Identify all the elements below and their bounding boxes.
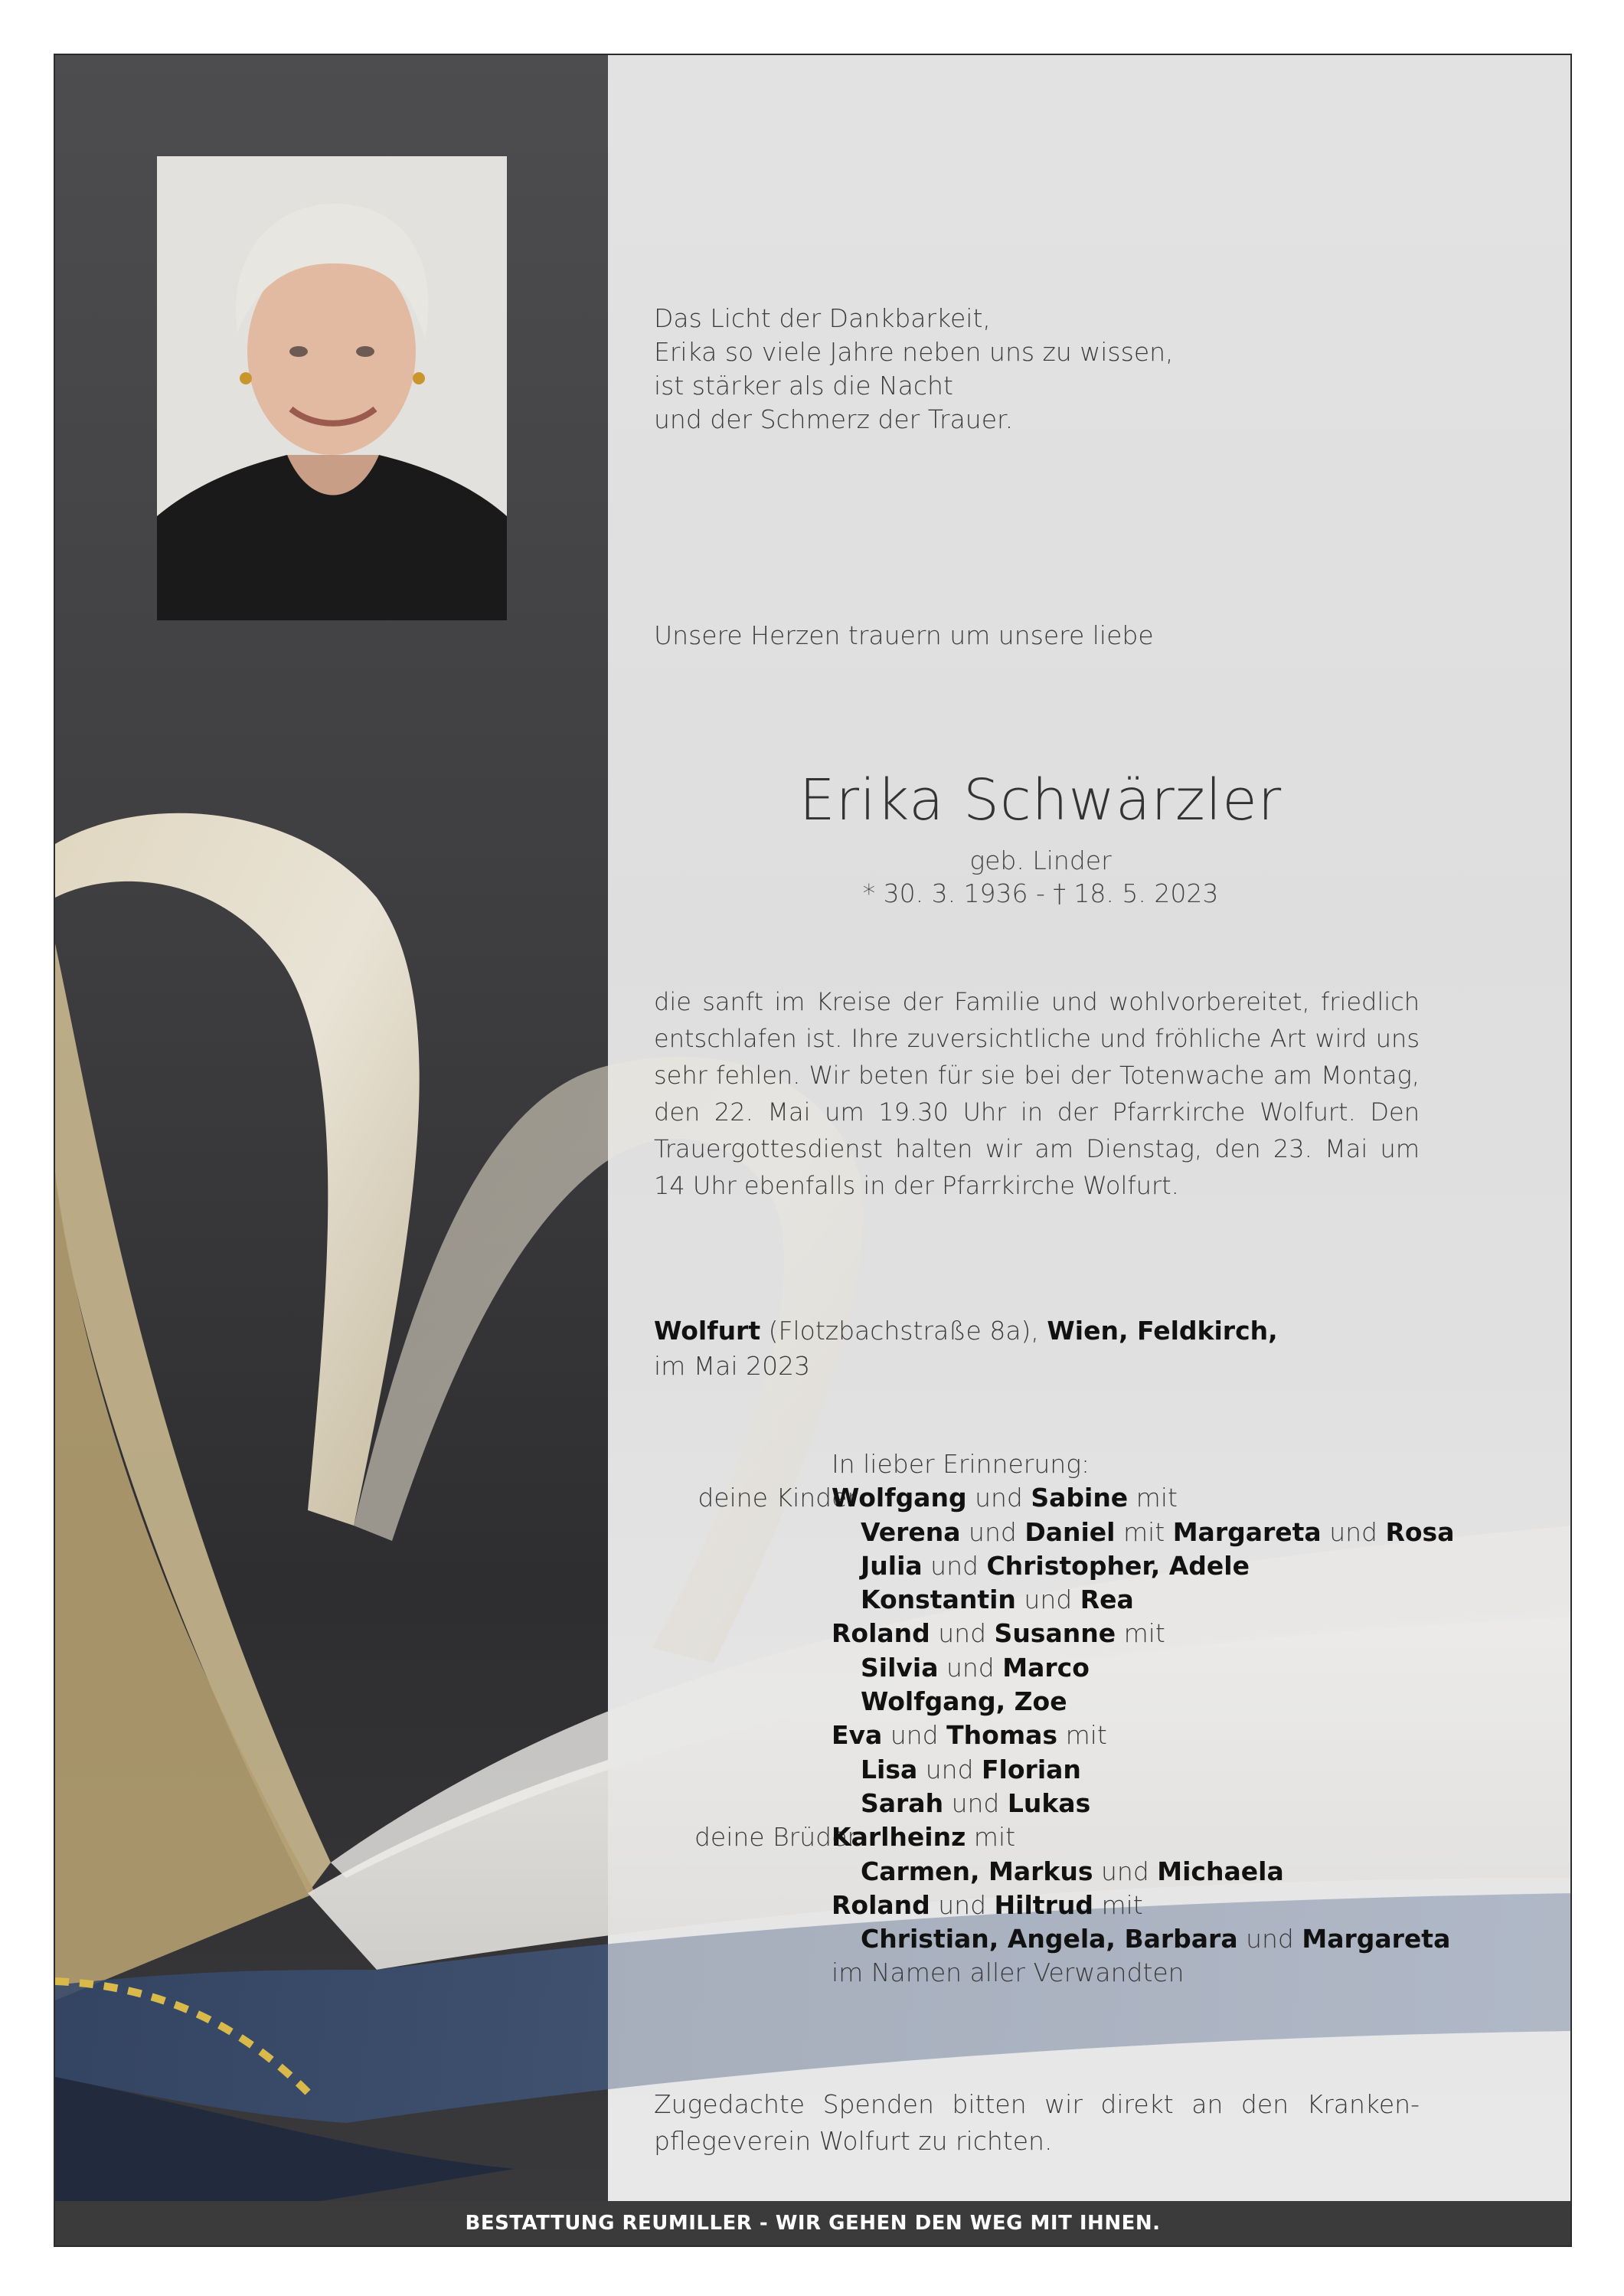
family-names	[832, 1889, 1143, 1922]
relative-name: Silvia	[861, 1652, 939, 1683]
connector-word: und	[1237, 1924, 1302, 1954]
portrait-photo	[157, 156, 507, 620]
family-names	[861, 1685, 1067, 1719]
relation-label: deine Kinder	[698, 1483, 858, 1513]
family-closing: im Namen aller Verwandten	[832, 1957, 1185, 1988]
connector-word: und	[966, 1483, 1031, 1513]
family-names	[832, 1481, 1178, 1515]
family-row	[654, 1956, 1466, 1990]
family-row	[654, 1651, 1466, 1685]
relative-name: Wolfgang, Zoe	[861, 1686, 1067, 1717]
relative-name: Lukas	[1007, 1787, 1091, 1818]
family-names	[861, 1922, 1450, 1956]
relative-name: Christian, Angela, Barbara	[861, 1924, 1238, 1954]
intro-line: Unsere Herzen trauern um unsere liebe	[654, 620, 1154, 650]
family-row	[654, 1889, 1466, 1922]
relative-name: Daniel	[1024, 1516, 1116, 1547]
quote-line: Erika so viele Jahre neben uns zu wissen,	[654, 337, 1174, 367]
footer-bar: BESTATTUNG REUMILLER - WIR GEHEN DEN WEG MIT IHNEN.	[55, 2201, 1570, 2245]
family-row	[654, 1719, 1466, 1752]
connector-word: mit	[1093, 1889, 1143, 1920]
place-town: Wolfurt	[654, 1316, 761, 1346]
family-row	[654, 1516, 1466, 1549]
family-names	[861, 1651, 1090, 1685]
relative-name: Julia	[861, 1550, 923, 1581]
quote-line: ist stärker als die Nacht	[654, 371, 953, 401]
connector-word: und	[1321, 1516, 1386, 1547]
family-row	[654, 1549, 1466, 1583]
place-address: (Flotzbachstraße 8a),	[760, 1316, 1047, 1346]
connector-word: und	[930, 1618, 995, 1649]
family-names	[832, 1617, 1165, 1650]
relative-name: Karlheinz	[832, 1822, 966, 1853]
relative-name: Lisa	[861, 1754, 918, 1784]
relative-name: Roland	[832, 1889, 930, 1920]
relative-name: Margareta	[1172, 1516, 1322, 1547]
place-and-date	[654, 1313, 1278, 1384]
family-row	[654, 1820, 1466, 1854]
connector-word: mit	[1115, 1516, 1173, 1547]
family-names	[861, 1787, 1090, 1820]
family-list	[654, 1447, 1466, 1990]
relative-name: Marco	[1002, 1652, 1090, 1683]
relative-name: Christopher, Adele	[986, 1550, 1250, 1581]
announcement-text: die sanft im Kreise der Familie und wohlvorbereitet, friedlich entschlafen ist. Ihre zuversichtliche und fröhliche Art wird uns sehr fehlen. Wir beten für sie bei der Totenwache am Montag, den 22. Mai um 19.30 Uhr in der Pfarrkirche Wolfurt. Den Trauergottesdienst halten wir am Dienstag, den 23. Mai um 14 Uhr ebenfalls in der Pfarrkirche Wolfurt.	[654, 987, 1420, 1200]
family-row	[654, 1922, 1466, 1956]
birth-name: geb. Linder	[969, 845, 1112, 875]
family-names	[861, 1753, 1081, 1787]
family-row	[654, 1481, 1466, 1515]
family-row	[654, 1787, 1466, 1820]
connector-word: und	[917, 1754, 982, 1784]
relative-name: Florian	[982, 1754, 1081, 1784]
memorial-quote	[654, 302, 1174, 437]
relative-name: Sabine	[1031, 1483, 1129, 1513]
relative-name: Verena	[861, 1516, 961, 1547]
quote-line: und der Schmerz der Trauer.	[654, 404, 1014, 434]
family-heading: In lieber Erinnerung:	[832, 1449, 1090, 1479]
relative-name: Rea	[1080, 1585, 1134, 1615]
connector-word: mit	[1128, 1483, 1178, 1513]
connector-word: und	[960, 1516, 1025, 1547]
family-row	[654, 1583, 1466, 1617]
obituary-card	[54, 54, 1572, 2247]
family-row	[654, 1685, 1466, 1719]
relative-name: Konstantin	[861, 1585, 1016, 1615]
connector-word: und	[882, 1720, 947, 1751]
relative-name: Michaela	[1157, 1856, 1284, 1886]
connector-word: und	[930, 1889, 995, 1920]
connector-word: mit	[1116, 1618, 1165, 1649]
announcement-date: im Mai 2023	[654, 1351, 811, 1381]
connector-word: und	[1015, 1585, 1080, 1615]
relation-label: deine Brüder	[694, 1822, 858, 1853]
family-names	[861, 1549, 1250, 1583]
relative-name: Roland	[832, 1618, 930, 1649]
quote-line: Das Licht der Dankbarkeit,	[654, 303, 991, 333]
family-names	[861, 1583, 1134, 1617]
family-row	[654, 1753, 1466, 1787]
relative-name: Hiltrud	[994, 1889, 1093, 1920]
connector-word: und	[938, 1652, 1003, 1683]
connector-word: mit	[966, 1822, 1016, 1853]
place-others: Wien, Feldkirch,	[1047, 1316, 1278, 1346]
relative-name: Margareta	[1302, 1924, 1451, 1954]
family-names	[861, 1855, 1284, 1889]
relative-name: Eva	[832, 1720, 883, 1751]
relative-name: Sarah	[861, 1787, 944, 1818]
family-names	[832, 1820, 1015, 1854]
connector-word: mit	[1057, 1720, 1107, 1751]
family-names	[832, 1719, 1107, 1752]
family-row	[654, 1617, 1466, 1650]
relative-name: Wolfgang	[832, 1483, 967, 1513]
connector-word: und	[1093, 1856, 1158, 1886]
relative-name: Rosa	[1385, 1516, 1455, 1547]
relative-name: Carmen, Markus	[861, 1856, 1093, 1886]
family-row	[654, 1855, 1466, 1889]
family-names	[861, 1516, 1454, 1549]
relative-name: Susanne	[994, 1618, 1116, 1649]
relative-name: Thomas	[946, 1720, 1058, 1751]
life-dates: * 30. 3. 1936 - † 18. 5. 2023	[862, 878, 1219, 908]
deceased-name: Erika Schwärzler	[799, 767, 1283, 833]
connector-word: und	[922, 1550, 987, 1581]
donation-note: Zugedachte Spenden bitten wir direkt an den Kranken-pflegeverein Wolfurt zu richten.	[654, 2089, 1420, 2156]
connector-word: und	[943, 1787, 1008, 1818]
